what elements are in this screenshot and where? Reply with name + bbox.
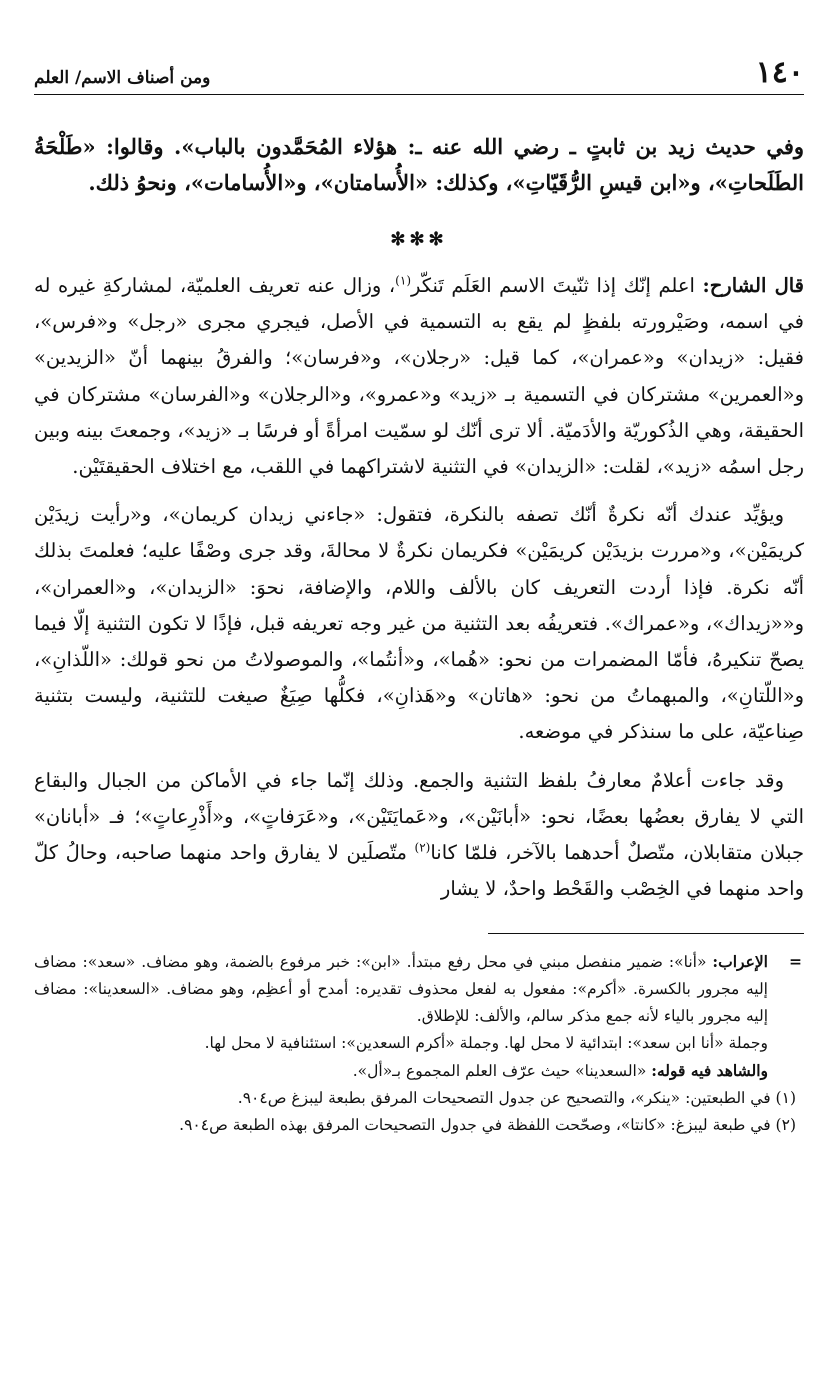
commentary-paragraph-1 xyxy=(34,268,804,485)
shahid-text: «السعدينا» حيث عرّف العلم المجموع بـ«أل». xyxy=(352,1062,652,1081)
section-separator: ✻✻✻ xyxy=(390,229,448,250)
running-title: ومن أصناف الاسم/ العلم xyxy=(34,68,211,88)
shahid-lead: والشاهد فيه قوله: xyxy=(651,1061,768,1081)
shahid-note xyxy=(34,1057,804,1085)
footnotes xyxy=(34,948,804,1139)
matn-text xyxy=(34,129,804,201)
jumla-note: وجملة «أنا ابن سعد»: ابتدائية لا محل لها. وجملة «أكرم السعدين»: استئنافية لا محل لها. xyxy=(204,1034,768,1053)
commentary-text-3a: وقد جاءت أعلامٌ معارفُ بلفظ التثنية والجمع. وذلك إنّما جاء في الأماكن من الجبال والبقاع التي لا يفارق بعضُها بعضًا، نحو: «أبانَيْن»، و«عَمايَتَيْن»، و«عَرَفاتٍ»، و«أَذْرِعاتٍ»؛ فـ «أبانان» جبلان متقابلان، متّصلٌ أحدهما بالآخر، فلمّا كانا xyxy=(34,768,805,865)
commentary-lead: قال الشارح: xyxy=(702,274,805,297)
footnote-ref-2[interactable]: (٢) xyxy=(414,840,431,855)
page-number: ١٤٠ xyxy=(755,55,804,90)
continuation-mark: = xyxy=(789,952,802,972)
irab-text: «أنا»: ضمير منفصل مبني في محل رفع مبتدأ. «ابن»: خبر مرفوع بالضمة، وهو مضاف. «سعد»: مضاف إليه مجرور بالكسرة. «أكرم»: مفعول به لفعل محذوف تقديره: أمدح أو أعظِم، وهو مضاف. «السعدينا»: مضاف إليه مجرور بالياء لأنه جمع مذكر سالم، والألف: للإطلاق. xyxy=(34,953,768,1026)
commentary-text-1b: ، وزال عنه تعريف العلميّة، لمشاركةِ غيره له في اسمه، وصَيْرورته بلفظٍ لم يقع به التسمية في الأصل، فيجري مجرى «رجل» و«فرس»، فقيل: «زيدان» و«عمران»، كما قيل: «رجلان»، و«فرسان»؛ والفرقُ بينهما أنّ «الزيدين» و«العمرين» مشتركان في التسمية بـ «زيد» و«عمرو»، و«الرجلان» و«الفرسان» مشتركان في الحقيقة، وهي الذُكوريّة والأدَميّة. ألا ترى أنّك لو سمّيت امرأةً أو فرسًا بـ «زيد»، وجمعتَ بينه وبين رجل اسمُه «زيد»، لقلت: «الزيدان» في التثنية لاشتراكهما في اللقب، مع اختلاف الحقيقتَيْن. xyxy=(34,274,804,479)
irab-lead: الإعراب: xyxy=(712,952,768,972)
footnote-divider xyxy=(488,933,804,934)
footnote-2: (٢) في طبعة ليبزغ: «كانتا»، وصحّحت اللفظة في جدول التصحيحات المرفق بهذه الطبعة ص٩٠٤. xyxy=(179,1116,796,1135)
footnote-ref-1[interactable]: (١) xyxy=(395,273,411,288)
irab-note xyxy=(34,948,804,1030)
page-header xyxy=(34,48,804,95)
matn-paragraph: وفي حديث زيد بن ثابتٍ ـ رضي الله عنه ـ: هؤلاء المُحَمَّدون بالباب». وقالوا: «طَلْحَةُ الطَلَحاتِ»، و«ابن قيسِ الرُّقَيّاتِ»، وكذلك: «الأُسامتان»، و«الأُسامات»، ونحوُ ذلك. xyxy=(34,134,804,195)
footnote-1: (١) في الطبعتين: «ينكر»، والتصحيح عن جدول التصحيحات المرفق بطبعة ليبزغ ص٩٠٤. xyxy=(237,1089,796,1108)
commentary-paragraph-3 xyxy=(34,763,804,908)
commentary xyxy=(34,268,804,907)
commentary-text-3b: متّصلَين لا يفارق واحد منهما صاحبه، وحالُ كلّ واحد منهما في الخِصْب والقَحْط واحدٌ، لا يشار xyxy=(34,841,804,901)
commentary-paragraph-2: ويؤيِّد عندك أنّه نكرةٌ أنّك تصفه بالنكرة، فتقول: «جاءني زيدان كريمان»، و«رأيت زيدَيْن كريمَيْن»، و«مررت بزيدَيْن كريمَيْن» فكريمان نكرةٌ لا محالةَ، وقد جرى وصْفًا عليه؛ فعلمتَ بذلك أنّه نكرة. فإذا أردت التعريف كان بالألف واللام، والإضافة، نحوَ: «الزيدان»، و«العمران»، و««زيداك»، و«عمراك». فتعريفُه بعد التثنية من غير وجه تعريفه قبل، فإذًا لا تكون التثنية إلّا فيما يصحّ تنكيرهُ، فأمّا المضمرات من نحو: «هُما»، و«أنتُما»، والموصولاتُ من نحو قولك: «اللّذانِ»، و«اللّتانِ»، والمبهماتُ من نحو: «هاتان» و«هَذانِ»، فكلُّها صِيَغٌ صيغت للتثنية، وليست بتثنية صِناعيّة، على ما سنذكر في موضعه. xyxy=(34,503,804,744)
commentary-text-1a: اعلم إنّك إذا ثنّيتَ الاسم العَلَم تَنكّر xyxy=(411,274,703,297)
